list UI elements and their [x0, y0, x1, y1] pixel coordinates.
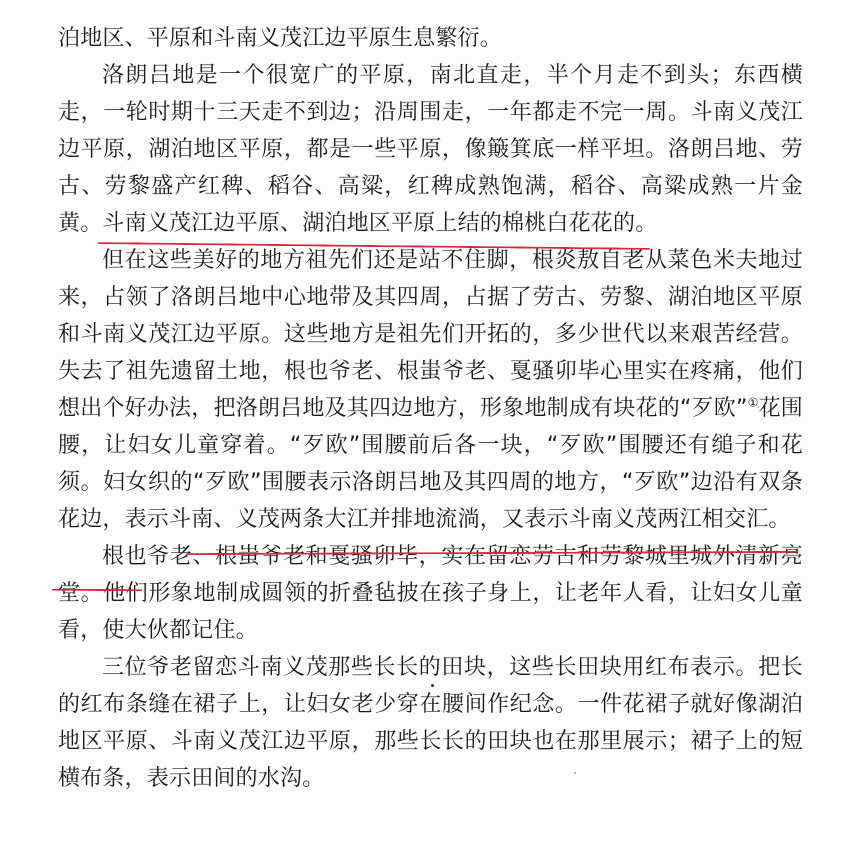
paragraph-continuation: 泊地区、平原和斗南义茂江边平原生息繁衍。: [58, 26, 503, 51]
scan-speck: [431, 684, 434, 687]
footnote-mark[interactable]: ①: [747, 395, 759, 410]
paragraph-text-part-1: 但在这些美好的地方祖先们还是站不住脚，根炎敖自老从菜色米夫地过来，占领了洛朗吕地中心地带及其四周，占据了劳古、劳黎、湖泊地区平原和斗南义茂江边平原。这些地方是祖先们开拓的，多少世代以来艰苦经营。失去了祖先遗留土地，根也爷老、根蚩爷老、戛骚卯毕心里实在疼痛，他们想出个好办法，把洛朗吕地及其四边地方，形象地制成有块花的“歹欧”: [58, 248, 803, 421]
paragraph-luolanglv-plain: 洛朗吕地是一个很宽广的平原，南北直走，半个月走不到头；东西横走，一轮时期十三天走不到边；沿周围走，一年都走不完一周。斗南义茂江边平原，湖泊地区平原，都是一些平原，像簸箕底一样平坦。洛朗吕地、劳古、劳黎盛产红稗、稻谷、高粱，红稗成熟饱满，稻谷、高粱成熟一片金黄。斗南义茂江边平原、湖泊地区平原上结的棉桃白花花的。: [58, 63, 803, 236]
paragraph-felt-cape: 根也爷老、根蚩爷老和戛骚卯毕，实在留恋劳古和劳黎城里城外清新亮堂。他们形象地制成圆领的折叠毡披在孩子身上，让老年人看，让妇女儿童看，使大伙都记住。: [58, 544, 803, 643]
body-text: [58, 20, 803, 797]
paragraph-text-part-2: 花围腰，让妇女儿童穿着。“歹欧”围腰前后各一块，“歹欧”围腰还有缒子和花须。妇女织的“歹欧”围腰表示洛朗吕地及其四周的地方，“歹欧”边沿有双条花边，表示斗南、义茂两条大江并排地流淌，又表示斗南义茂两江相交汇。: [58, 396, 803, 532]
paragraph-skirt-fields: 三位爷老留恋斗南义茂那些长长的田块，这些长田块用红布表示。把长的红布条缝在裙子上，让妇女老少穿在腰间作纪念。一件花裙子就好像湖泊地区平原、斗南义茂江边平原，那些长长的田块也在那里展示；裙子上的短横布条，表示田间的水沟。: [58, 655, 803, 791]
paragraph-daiou-apron: [58, 242, 803, 538]
scan-speck: [574, 772, 576, 774]
